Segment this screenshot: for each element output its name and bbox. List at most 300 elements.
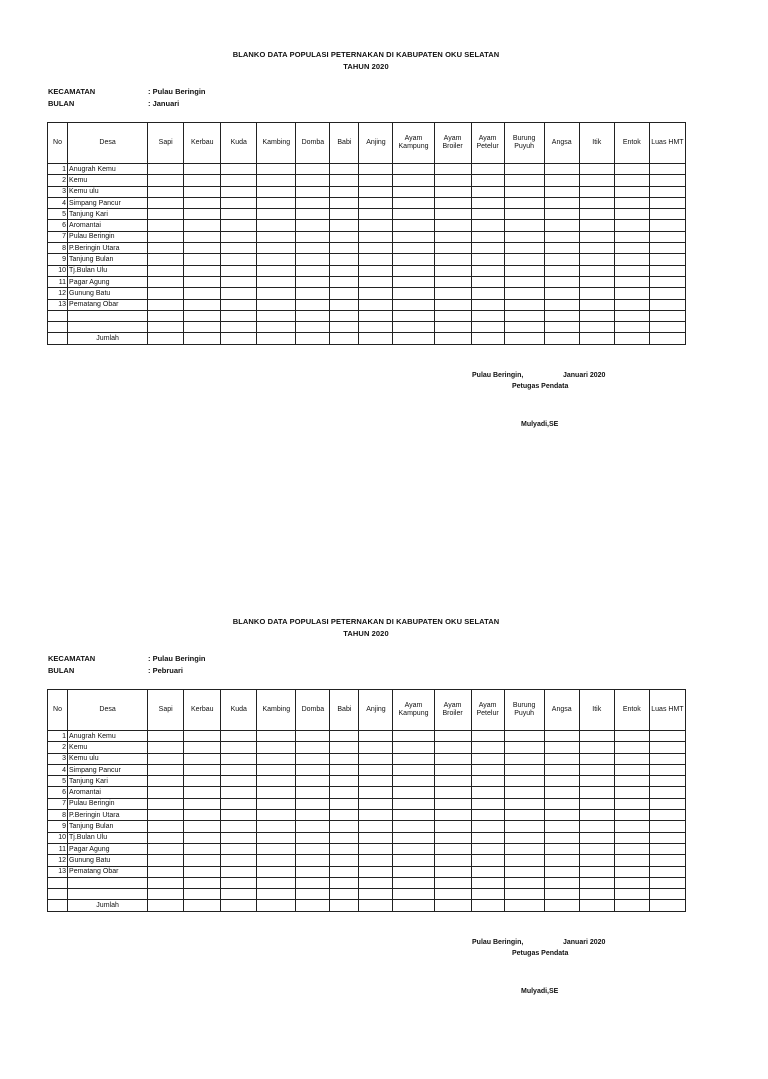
data-cell xyxy=(614,731,649,742)
data-cell xyxy=(393,764,434,775)
data-cell xyxy=(359,843,393,854)
data-cell xyxy=(221,843,257,854)
data-cell xyxy=(614,231,649,242)
data-cell xyxy=(359,787,393,798)
data-cell xyxy=(221,254,257,265)
row-number: 7 xyxy=(48,798,68,809)
bulan-label: BULAN xyxy=(48,99,75,108)
data-cell xyxy=(434,164,471,175)
data-cell xyxy=(296,333,330,344)
data-cell xyxy=(614,175,649,186)
data-cell xyxy=(221,333,257,344)
signature-name: Mulyadi,SE xyxy=(521,988,559,995)
data-cell xyxy=(504,164,544,175)
data-cell xyxy=(184,821,221,832)
data-cell xyxy=(504,753,544,764)
data-cell xyxy=(471,877,504,888)
data-cell xyxy=(434,231,471,242)
data-cell xyxy=(471,175,504,186)
data-cell xyxy=(359,175,393,186)
data-cell xyxy=(434,787,471,798)
data-cell xyxy=(393,310,434,321)
data-cell xyxy=(221,742,257,753)
data-cell xyxy=(649,186,685,197)
row-number: 8 xyxy=(48,810,68,821)
data-cell xyxy=(614,243,649,254)
kecamatan-value: : Pulau Beringin xyxy=(148,87,206,96)
data-cell xyxy=(434,243,471,254)
kecamatan-row xyxy=(48,87,206,96)
table-row xyxy=(48,776,686,787)
data-cell xyxy=(359,900,393,911)
row-number: 11 xyxy=(48,276,68,287)
header-row xyxy=(48,123,686,164)
data-cell xyxy=(649,209,685,220)
data-cell xyxy=(393,798,434,809)
data-cell xyxy=(296,832,330,843)
data-cell xyxy=(148,821,184,832)
column-header: No xyxy=(48,123,68,164)
data-cell xyxy=(649,889,685,900)
data-cell xyxy=(148,197,184,208)
data-cell xyxy=(148,254,184,265)
data-cell xyxy=(614,810,649,821)
data-cell xyxy=(296,877,330,888)
data-cell xyxy=(330,787,359,798)
data-cell xyxy=(393,821,434,832)
data-cell xyxy=(330,310,359,321)
data-cell xyxy=(434,855,471,866)
data-cell xyxy=(148,832,184,843)
data-cell xyxy=(296,855,330,866)
data-cell xyxy=(579,821,614,832)
data-cell xyxy=(471,731,504,742)
data-cell xyxy=(257,164,296,175)
data-cell xyxy=(471,254,504,265)
data-cell xyxy=(544,197,579,208)
data-cell xyxy=(221,197,257,208)
data-cell xyxy=(257,798,296,809)
data-cell xyxy=(393,787,434,798)
desa-name: Gunung Batu xyxy=(68,288,148,299)
data-cell xyxy=(359,322,393,333)
column-header: Sapi xyxy=(148,123,184,164)
data-cell xyxy=(614,265,649,276)
data-cell xyxy=(221,821,257,832)
data-cell xyxy=(184,209,221,220)
data-cell xyxy=(614,798,649,809)
data-cell xyxy=(393,164,434,175)
table-row xyxy=(48,265,686,276)
data-cell xyxy=(649,322,685,333)
table-row xyxy=(48,209,686,220)
data-cell xyxy=(359,798,393,809)
data-cell xyxy=(257,731,296,742)
data-cell xyxy=(544,254,579,265)
total-label: Jumlah xyxy=(68,900,148,911)
data-cell xyxy=(257,175,296,186)
data-cell xyxy=(434,866,471,877)
data-cell xyxy=(544,900,579,911)
data-cell xyxy=(504,776,544,787)
data-cell xyxy=(148,220,184,231)
data-cell xyxy=(471,900,504,911)
kecamatan-label: KECAMATAN xyxy=(48,87,96,96)
data-cell xyxy=(434,209,471,220)
desa-name: Pulau Beringin xyxy=(68,231,148,242)
data-cell xyxy=(68,322,148,333)
data-cell xyxy=(544,889,579,900)
column-header: Kambing xyxy=(257,690,296,731)
desa-name: P.Beringin Utara xyxy=(68,243,148,254)
bulan-value: : Pebruari xyxy=(148,666,184,675)
empty-row xyxy=(48,889,686,900)
table-row xyxy=(48,254,686,265)
desa-name: Aromantai xyxy=(68,220,148,231)
data-cell xyxy=(359,731,393,742)
data-cell xyxy=(579,231,614,242)
column-header: Ayam Broiler xyxy=(434,690,471,731)
data-cell xyxy=(649,832,685,843)
table-row xyxy=(48,810,686,821)
data-cell xyxy=(359,764,393,775)
data-cell xyxy=(471,832,504,843)
data-cell xyxy=(471,764,504,775)
column-header: Angsa xyxy=(544,690,579,731)
data-cell xyxy=(184,276,221,287)
data-cell xyxy=(614,310,649,321)
data-cell xyxy=(434,299,471,310)
data-cell xyxy=(393,810,434,821)
desa-name: Tanjung Kari xyxy=(68,209,148,220)
data-cell xyxy=(504,243,544,254)
data-cell xyxy=(614,209,649,220)
desa-name: Kemu ulu xyxy=(68,186,148,197)
data-cell xyxy=(649,843,685,854)
data-cell xyxy=(614,832,649,843)
data-cell xyxy=(471,164,504,175)
data-cell xyxy=(649,798,685,809)
table-row xyxy=(48,276,686,287)
data-cell xyxy=(221,164,257,175)
data-cell xyxy=(221,299,257,310)
data-cell xyxy=(296,197,330,208)
data-cell xyxy=(184,731,221,742)
data-cell xyxy=(614,821,649,832)
desa-name: Pematang Obar xyxy=(68,866,148,877)
row-number: 5 xyxy=(48,209,68,220)
data-cell xyxy=(649,231,685,242)
data-cell xyxy=(434,776,471,787)
data-cell xyxy=(257,764,296,775)
row-number: 8 xyxy=(48,243,68,254)
table-row xyxy=(48,243,686,254)
data-cell xyxy=(649,254,685,265)
data-cell xyxy=(184,186,221,197)
data-cell xyxy=(184,265,221,276)
signature-date: Januari 2020 xyxy=(563,372,606,379)
row-number: 13 xyxy=(48,299,68,310)
data-cell xyxy=(184,299,221,310)
data-cell xyxy=(221,310,257,321)
data-cell xyxy=(504,310,544,321)
table-row xyxy=(48,164,686,175)
data-cell xyxy=(184,288,221,299)
data-cell xyxy=(649,220,685,231)
data-cell xyxy=(148,175,184,186)
data-cell xyxy=(184,333,221,344)
column-header: Entok xyxy=(614,690,649,731)
data-cell xyxy=(579,209,614,220)
data-cell xyxy=(257,220,296,231)
data-cell xyxy=(330,175,359,186)
data-cell xyxy=(393,254,434,265)
data-cell xyxy=(359,810,393,821)
data-cell xyxy=(579,243,614,254)
desa-name: Simpang Pancur xyxy=(68,764,148,775)
table-row xyxy=(48,742,686,753)
column-header: Desa xyxy=(68,690,148,731)
data-cell xyxy=(257,889,296,900)
row-number: 3 xyxy=(48,753,68,764)
data-cell xyxy=(221,810,257,821)
signature-place: Pulau Beringin, xyxy=(472,372,524,379)
data-cell xyxy=(148,322,184,333)
data-cell xyxy=(330,164,359,175)
data-cell xyxy=(296,265,330,276)
data-cell xyxy=(579,276,614,287)
data-cell xyxy=(48,900,68,911)
data-cell xyxy=(221,243,257,254)
data-cell xyxy=(148,310,184,321)
column-header: Itik xyxy=(579,690,614,731)
table-row xyxy=(48,764,686,775)
data-cell xyxy=(184,310,221,321)
data-cell xyxy=(184,900,221,911)
data-cell xyxy=(434,821,471,832)
data-cell xyxy=(296,299,330,310)
bulan-row xyxy=(48,666,183,675)
data-cell xyxy=(257,186,296,197)
data-cell xyxy=(504,209,544,220)
data-cell xyxy=(393,220,434,231)
data-cell xyxy=(649,731,685,742)
data-cell xyxy=(330,866,359,877)
signature-date: Januari 2020 xyxy=(563,939,606,946)
data-cell xyxy=(544,776,579,787)
data-cell xyxy=(184,764,221,775)
data-cell xyxy=(579,855,614,866)
column-header: Angsa xyxy=(544,123,579,164)
signature-name: Mulyadi,SE xyxy=(521,421,559,428)
data-cell xyxy=(471,798,504,809)
data-cell xyxy=(579,787,614,798)
row-number: 7 xyxy=(48,231,68,242)
data-cell xyxy=(330,186,359,197)
data-cell xyxy=(148,333,184,344)
data-cell xyxy=(471,220,504,231)
data-cell xyxy=(544,798,579,809)
data-cell xyxy=(504,186,544,197)
desa-name: Tj.Bulan Ulu xyxy=(68,832,148,843)
data-cell xyxy=(359,197,393,208)
data-cell xyxy=(296,764,330,775)
data-cell xyxy=(434,900,471,911)
bulan-value: : Januari xyxy=(148,99,180,108)
data-cell xyxy=(393,776,434,787)
data-cell xyxy=(579,731,614,742)
column-header: Babi xyxy=(330,690,359,731)
data-cell xyxy=(544,855,579,866)
signature-role: Petugas Pendata xyxy=(512,383,569,390)
data-cell xyxy=(184,832,221,843)
data-cell xyxy=(649,787,685,798)
column-header: Domba xyxy=(296,690,330,731)
data-cell xyxy=(434,322,471,333)
data-cell xyxy=(471,810,504,821)
data-cell xyxy=(434,810,471,821)
data-cell xyxy=(544,333,579,344)
data-cell xyxy=(504,231,544,242)
data-cell xyxy=(434,753,471,764)
data-cell xyxy=(184,810,221,821)
data-cell xyxy=(148,731,184,742)
data-cell xyxy=(68,889,148,900)
data-cell xyxy=(148,866,184,877)
data-cell xyxy=(221,288,257,299)
data-cell xyxy=(544,220,579,231)
data-cell xyxy=(221,731,257,742)
data-cell xyxy=(579,186,614,197)
data-cell xyxy=(393,175,434,186)
table-row xyxy=(48,821,686,832)
table-row xyxy=(48,288,686,299)
data-cell xyxy=(504,889,544,900)
data-cell xyxy=(296,175,330,186)
form-title: BLANKO DATA POPULASI PETERNAKAN DI KABUPATEN OKU SELATAN xyxy=(232,50,500,59)
column-header: Ayam Petelur xyxy=(471,123,504,164)
data-cell xyxy=(544,843,579,854)
data-cell xyxy=(471,186,504,197)
data-cell xyxy=(544,787,579,798)
data-cell xyxy=(359,776,393,787)
data-cell xyxy=(359,265,393,276)
data-cell xyxy=(359,299,393,310)
data-cell xyxy=(184,254,221,265)
header-row xyxy=(48,690,686,731)
data-cell xyxy=(614,843,649,854)
data-cell xyxy=(296,821,330,832)
data-cell xyxy=(359,254,393,265)
column-header: No xyxy=(48,690,68,731)
row-number: 4 xyxy=(48,764,68,775)
data-cell xyxy=(544,231,579,242)
data-cell xyxy=(257,866,296,877)
data-cell xyxy=(257,742,296,753)
data-cell xyxy=(614,776,649,787)
data-cell xyxy=(148,164,184,175)
data-cell xyxy=(614,288,649,299)
data-cell xyxy=(221,798,257,809)
data-cell xyxy=(221,231,257,242)
data-cell xyxy=(471,265,504,276)
data-cell xyxy=(330,753,359,764)
data-cell xyxy=(471,776,504,787)
data-cell xyxy=(434,333,471,344)
data-form xyxy=(0,0,768,512)
signature-place: Pulau Beringin, xyxy=(472,939,524,946)
data-cell xyxy=(579,798,614,809)
data-cell xyxy=(296,731,330,742)
data-cell xyxy=(471,209,504,220)
data-cell xyxy=(148,810,184,821)
data-cell xyxy=(184,231,221,242)
data-cell xyxy=(359,164,393,175)
data-cell xyxy=(649,742,685,753)
data-cell xyxy=(579,877,614,888)
data-cell xyxy=(393,231,434,242)
data-cell xyxy=(330,231,359,242)
data-cell xyxy=(579,753,614,764)
data-cell xyxy=(330,900,359,911)
data-cell xyxy=(330,197,359,208)
data-cell xyxy=(544,276,579,287)
data-cell xyxy=(359,866,393,877)
data-cell xyxy=(393,186,434,197)
data-cell xyxy=(296,787,330,798)
data-cell xyxy=(434,843,471,854)
form-year: TAHUN 2020 xyxy=(343,62,389,71)
data-cell xyxy=(257,310,296,321)
population-table xyxy=(47,122,686,345)
data-cell xyxy=(257,333,296,344)
data-cell xyxy=(148,209,184,220)
data-cell xyxy=(257,776,296,787)
form-year: TAHUN 2020 xyxy=(343,629,389,638)
data-cell xyxy=(649,265,685,276)
data-cell xyxy=(296,776,330,787)
data-cell xyxy=(579,832,614,843)
data-cell xyxy=(359,310,393,321)
data-cell xyxy=(148,855,184,866)
data-cell xyxy=(434,265,471,276)
data-cell xyxy=(579,776,614,787)
table-row xyxy=(48,753,686,764)
data-cell xyxy=(148,265,184,276)
data-cell xyxy=(579,197,614,208)
data-cell xyxy=(471,197,504,208)
data-cell xyxy=(649,877,685,888)
data-cell xyxy=(471,243,504,254)
row-number: 6 xyxy=(48,220,68,231)
data-cell xyxy=(330,299,359,310)
data-cell xyxy=(471,333,504,344)
data-cell xyxy=(649,810,685,821)
data-cell xyxy=(296,209,330,220)
desa-name: Pagar Agung xyxy=(68,276,148,287)
total-label: Jumlah xyxy=(68,333,148,344)
desa-name: Anugrah Kemu xyxy=(68,731,148,742)
desa-name: Kemu ulu xyxy=(68,753,148,764)
data-cell xyxy=(68,310,148,321)
row-number: 5 xyxy=(48,776,68,787)
data-cell xyxy=(296,843,330,854)
data-cell xyxy=(148,753,184,764)
data-cell xyxy=(579,866,614,877)
column-header: Luas HMT xyxy=(649,690,685,731)
data-cell xyxy=(434,220,471,231)
signature-role: Petugas Pendata xyxy=(512,950,569,957)
